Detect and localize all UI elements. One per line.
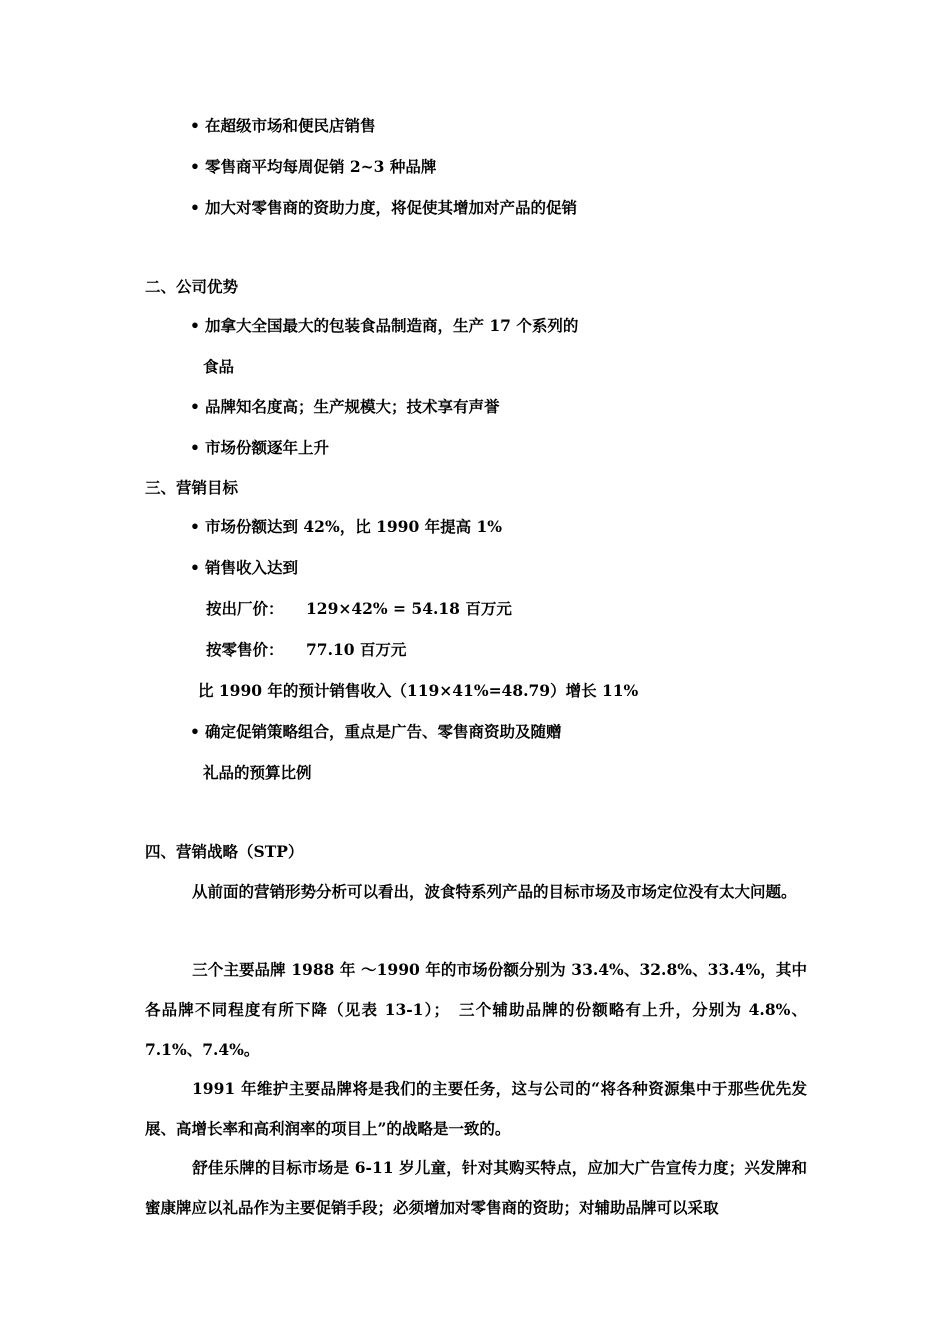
revenue-growth-line: 比 1990 年的预计销售收入（119×41%=48.79）增长 11% <box>198 681 639 700</box>
bullet-dot: • <box>190 157 200 176</box>
bullet-supermarket: 在超级市场和便民店销售 <box>205 116 376 135</box>
bullet-dot: • <box>190 722 200 741</box>
bullet-dot: • <box>190 397 200 416</box>
paragraph-brand-tactics <box>145 1148 807 1228</box>
paragraph-text: 1991 年维护主要品牌将是我们的主要任务，这与公司的“将各种资源集中于那些优先发展、高增长率和高利润率的项目上”的战略是一致的。 <box>145 1079 807 1138</box>
paragraph-brand-shares <box>145 950 807 1070</box>
section-heading-company-advantage: 二、公司优势 <box>145 277 239 296</box>
bullet-weekly-promo: 零售商平均每周促销 2~3 种品牌 <box>205 157 437 176</box>
retail-price-label: 按零售价： <box>206 640 284 659</box>
bullet-dot: • <box>190 198 200 217</box>
retail-price-value: 77.10 百万元 <box>306 640 407 659</box>
paragraph-text: 从前面的营销形势分析可以看出，波食特系列产品的目标市场及市场定位没有太大问题。 <box>192 882 797 901</box>
bullet-brand-awareness: 品牌知名度高；生产规模大；技术享有声誉 <box>205 397 500 416</box>
section-heading-marketing-strategy: 四、营销战略（STP） <box>145 842 304 861</box>
factory-price-label: 按出厂价： <box>206 599 284 618</box>
factory-price-value: 129×42% = 54.18 百万元 <box>306 599 512 618</box>
section-heading-marketing-goals: 三、营销目标 <box>145 478 239 497</box>
bullet-dot: • <box>190 116 200 135</box>
paragraph-1991-priority <box>145 1069 807 1149</box>
bullet-market-share-rising: 市场份额逐年上升 <box>205 438 330 457</box>
bullet-dot: • <box>190 316 200 335</box>
paragraph-text: 舒佳乐牌的目标市场是 6-11 岁儿童，针对其购买特点，应加大广告宣传力度；兴发牌和蜜康牌应以礼品作为主要促销手段；必须增加对零售商的资助；对辅助品牌可以采取 <box>145 1158 807 1217</box>
bullet-revenue-target: 销售收入达到 <box>205 558 299 577</box>
bullet-promo-mix: 确定促销策略组合，重点是广告、零售商资助及随赠 <box>205 722 562 741</box>
bullet-promo-mix-cont: 礼品的预算比例 <box>203 763 312 782</box>
bullet-dot: • <box>190 558 200 577</box>
paragraph-target-market <box>145 872 807 912</box>
bullet-dot: • <box>190 438 200 457</box>
bullet-share-target: 市场份额达到 42%，比 1990 年提高 1% <box>205 517 503 536</box>
bullet-largest-manufacturer-cont: 食品 <box>203 357 235 376</box>
bullet-dot: • <box>190 517 200 536</box>
bullet-retailer-support: 加大对零售商的资助力度，将促使其增加对产品的促销 <box>205 198 578 217</box>
bullet-largest-manufacturer: 加拿大全国最大的包装食品制造商，生产 17 个系列的 <box>205 316 579 335</box>
paragraph-text: 三个主要品牌 1988 年 ～1990 年的市场份额分别为 33.4%、32.8%、33.4%，其中各品牌不同程度有所下降（见表 13-1）； 三个辅助品牌的份额略有上升，分别为 4.8%、7.1%、7.4%。 <box>145 960 807 1059</box>
